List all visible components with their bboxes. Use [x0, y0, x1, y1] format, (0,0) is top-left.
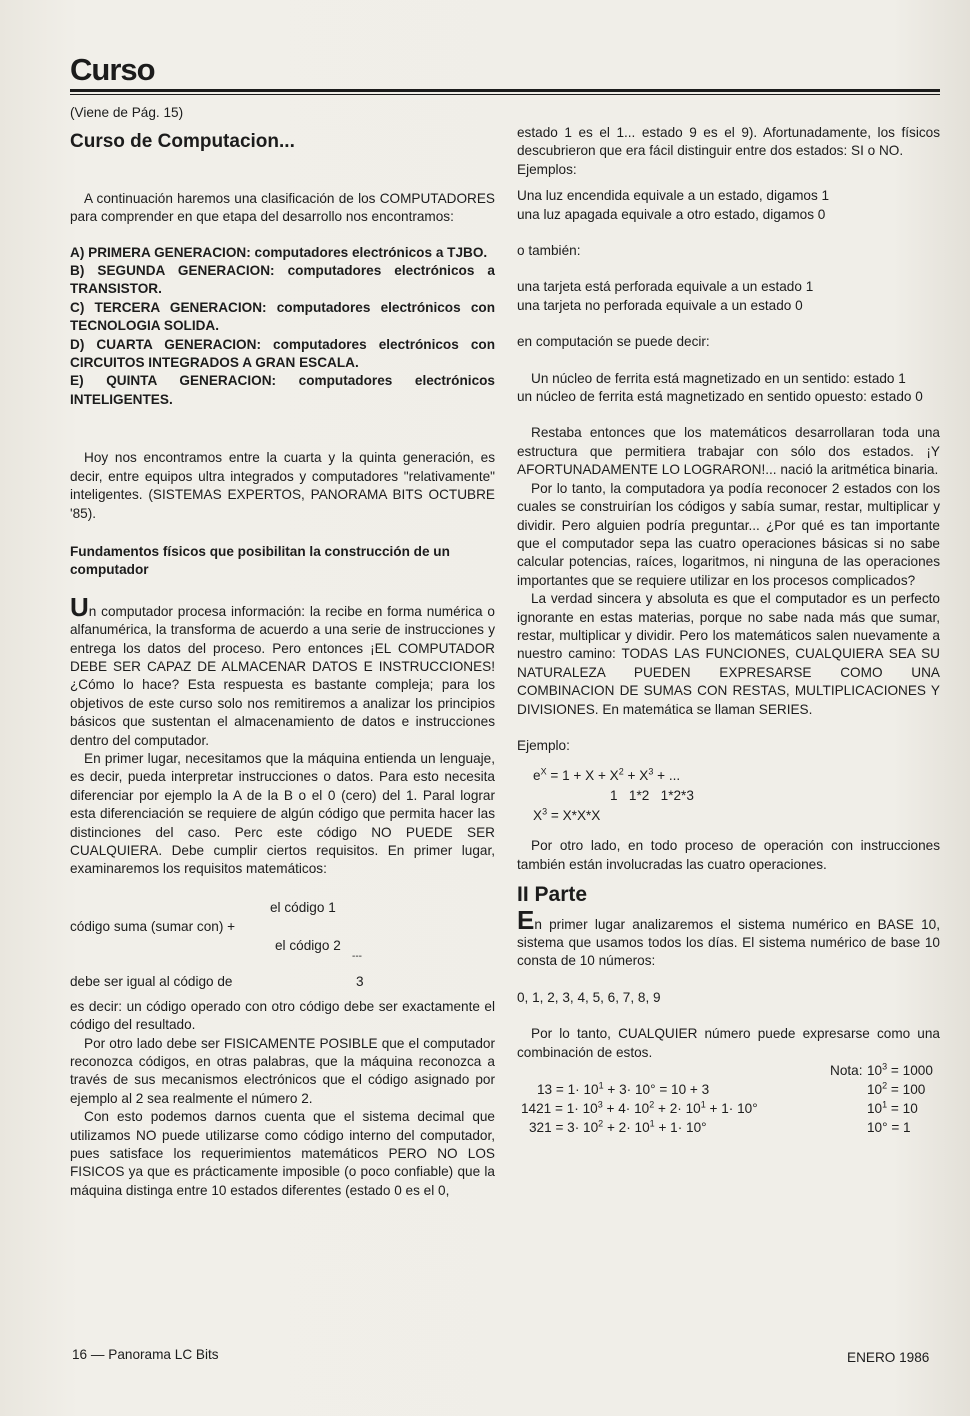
- drop-initial: E: [517, 904, 535, 935]
- paragraph: Por lo tanto, la computadora ya podía reconocer 2 estados con los cuales se construirían los códigos y sabía sumar, restar, multiplicar y dividir. Pero alguien podría preguntar... ¿Por qué es tan importante que el computador sepa las cuatro operaciones básicas si no sabe calcular potencias, raíces, logaritmos, ni ninguna de las operaciones importantes que se requiere utilizar en los procesos complicados?: [517, 480, 940, 588]
- example-line: un núcleo de ferrita está magnetizado en sentido opuesto: estado 0: [517, 389, 923, 405]
- formula-denominators: 1 1*2 1*2*3: [610, 788, 694, 804]
- drop-initial: U: [70, 591, 89, 622]
- footer-left: 16 — Panorama LC Bits: [72, 1347, 219, 1362]
- paragraph: La verdad sincera y absoluta es que el computador es un perfecto ignorante en estas materias, porque no sabe nada más que sumar, restar, multiplicar y dividir. Pero los matemáticos salen nuevamente a nuestro camino: TODAS LAS FUNCIONES, CUALQUIERA SEA SU NATURALEZA PUEDEN EXPRESARSE COMO UNA COMBINACION DE SUMAS CON RESTAS, MULTIPLICACIONES Y DIVISIONES. En matemática se llaman SERIES.: [517, 591, 940, 717]
- nota-item: $10^3 = 1000$: [867, 1061, 933, 1079]
- example-line: en computación se puede decir:: [517, 334, 710, 350]
- expansion: $321 = 3\cdot 10^2 + 2\cdot 10^1 + 1\cdot 10^\circ$: [529, 1118, 707, 1136]
- generation-item: A) PRIMERA GENERACION: computadores electrónicos a TJBO.: [70, 244, 488, 260]
- article-title: Curso de Computacion...: [70, 131, 295, 153]
- footer-right: ENERO 1986: [847, 1350, 930, 1365]
- example-line: una tarjeta está perforada equivale a un estado 1: [517, 279, 814, 295]
- formula-line: $X^3 = X*X*X$: [533, 806, 601, 824]
- generations-list: [70, 244, 495, 410]
- code-rule: ---: [352, 950, 362, 962]
- intro-paragraph: A continuación haremos una clasificación de los COMPUTADORES para comprender en que etapa del desarrollo nos encontramos:: [70, 190, 495, 225]
- left-column: [70, 104, 495, 1200]
- paragraph: estado 1 es el 1... estado 9 es el 9). Afortunadamente, los físicos descubrieron que era fácil distinguir entre dos estados: SI o NO.: [517, 125, 940, 159]
- header-rule: [70, 89, 940, 92]
- formula-line: $e^X = 1 + X + X^2 + X^3$ + ...: [533, 766, 681, 784]
- label: Ejemplo:: [517, 737, 570, 753]
- subheading: Fundamentos físicos que posibilitan la construcción de un computador: [70, 543, 450, 578]
- example-line: una luz apagada equivale a otro estado, digamos 0: [517, 206, 826, 222]
- paragraph: Con esto podemos darnos cuenta que el sistema decimal que utilizamos NO puede utilizarse como código interno del computador, pues satisface los requerimientos matemáticos PERO NO LOS FISICOS ya que es prácticamente imposible (o poco confiable) que la máquina distinga entre 10 estados diferentes (estado 0 es el 0,: [70, 1109, 495, 1198]
- nota-item: $10^1 = 10$: [867, 1099, 918, 1117]
- paragraph-text: n primer lugar analizaremos el sistema numérico en BASE 10, sistema que usamos todos los días. El sistema numérico de base 10 consta de 10 números:: [517, 916, 940, 969]
- example-line: Un núcleo de ferrita está magnetizado en un sentido: estado 1: [531, 370, 906, 386]
- part-heading: II Parte: [517, 883, 588, 907]
- paragraph: es decir: un código operado con otro código debe ser exactamente el código del resultado.: [70, 998, 495, 1033]
- nota-label: Nota:: [830, 1063, 863, 1079]
- example-line: una tarjeta no perforada equivale a un estado 0: [517, 297, 803, 313]
- series-formula: [517, 767, 940, 833]
- code-line: el código 1: [270, 899, 336, 915]
- paragraph: [70, 591, 495, 750]
- base10-examples: [517, 1062, 940, 1140]
- section-title: Curso: [70, 52, 155, 87]
- generation-item: C) TERCERA GENERACION: computadores electrónicos con TECNOLOGIA SOLIDA.: [70, 299, 495, 334]
- nota-item: 10° = 1: [867, 1120, 911, 1136]
- code-example: [70, 899, 495, 995]
- paragraph: [517, 904, 940, 971]
- continued-note: (Viene de Pág. 15): [70, 105, 184, 120]
- label: o también:: [517, 243, 581, 259]
- nota-item: $10^2 = 100$: [867, 1080, 926, 1098]
- paragraph: Por otro lado debe ser FISICAMENTE POSIBLE que el computador reconozca códigos, en otras palabras, que la máquina reconozca a través de sus mecanismos electrónicos que el código asignado por ejemplo al 2 sea realmente el número 2.: [70, 1035, 495, 1106]
- code-value: 3: [356, 973, 364, 989]
- today-paragraph: Hoy nos encontramos entre la cuarta y la quinta generación, es decir, entre equipos ultra integrados y computadores "relativamente" inteligentes. (SISTEMAS EXPERTOS, PANORAMA BITS OCTUBRE '85).: [70, 450, 495, 521]
- example-line: Una luz encendida equivale a un estado, digamos 1: [517, 188, 830, 204]
- paragraph: Por otro lado, en todo proceso de operación con instrucciones también están involucradas las cuatro operaciones.: [517, 838, 940, 872]
- code-line: código suma (sumar con) +: [70, 918, 236, 934]
- label: Ejemplos:: [517, 161, 577, 177]
- generation-item: D) CUARTA GENERACION: computadores electrónicos con CIRCUITOS INTEGRADOS A GRAN ESCALA.: [70, 336, 495, 371]
- code-line: debe ser igual al código de: [70, 973, 233, 989]
- generation-item: B) SEGUNDA GENERACION: computadores electrónicos a TRANSISTOR.: [70, 263, 495, 297]
- header-rule-thin: [70, 94, 940, 95]
- expansion: $13 = 1\cdot 10^1 + 3\cdot 10^\circ = 10 + 3$: [537, 1080, 710, 1098]
- digits-line: 0, 1, 2, 3, 4, 5, 6, 7, 8, 9: [517, 989, 661, 1005]
- paragraph-text: n computador procesa información: la recibe en forma numérica o alfanumérica, la transforma de acuerdo a una serie de instrucciones y entrega los datos del proceso. Pero entonces ¡EL COMPUTADOR DEBE SER CAPAZ DE ALMACENAR DATOS E INSTRUCCIONES! ¿Cómo lo hace? Esta respuesta es bastante compleja; para los objetivos de este curso solo nos remitiremos a analizar los principios básicos que sustentan el almacenamiento de datos e instrucciones dentro del computador.: [70, 603, 495, 748]
- right-column: [517, 124, 940, 1140]
- paragraph: Por lo tanto, CUALQUIER número puede expresarse como una combinación de estos.: [517, 1026, 940, 1060]
- paragraph: Restaba entonces que los matemáticos desarrollaran toda una estructura que permitiera trabajar con sólo dos estados. ¡Y AFORTUNADAMENTE LO LOGRARON!... nació la aritmética binaria.: [517, 425, 940, 478]
- code-line: el código 2: [275, 937, 341, 953]
- paragraph: En primer lugar, necesitamos que la máquina entienda un lenguaje, es decir, pueda interpretar instrucciones o datos. Para esto necesita diferenciar por ejemplo la A de la B o el 0 (cero) del 1. Paral lograr esta diferenciación se requiere de algún código que permita hacer las distinciones del caso. Perc este código NO PUEDE SER CUALQUIERA. Debe cumplir ciertos requisitos. En primer lugar, examinaremos los requisitos matemáticos:: [70, 750, 495, 877]
- generation-item: E) QUINTA GENERACION: computadores electrónicos INTELIGENTES.: [70, 373, 495, 407]
- expansion: $1421 = 1\cdot 10^3 + 4\cdot 10^2 + 2\cdot 10^1 + 1\cdot 10^\circ$: [521, 1099, 758, 1117]
